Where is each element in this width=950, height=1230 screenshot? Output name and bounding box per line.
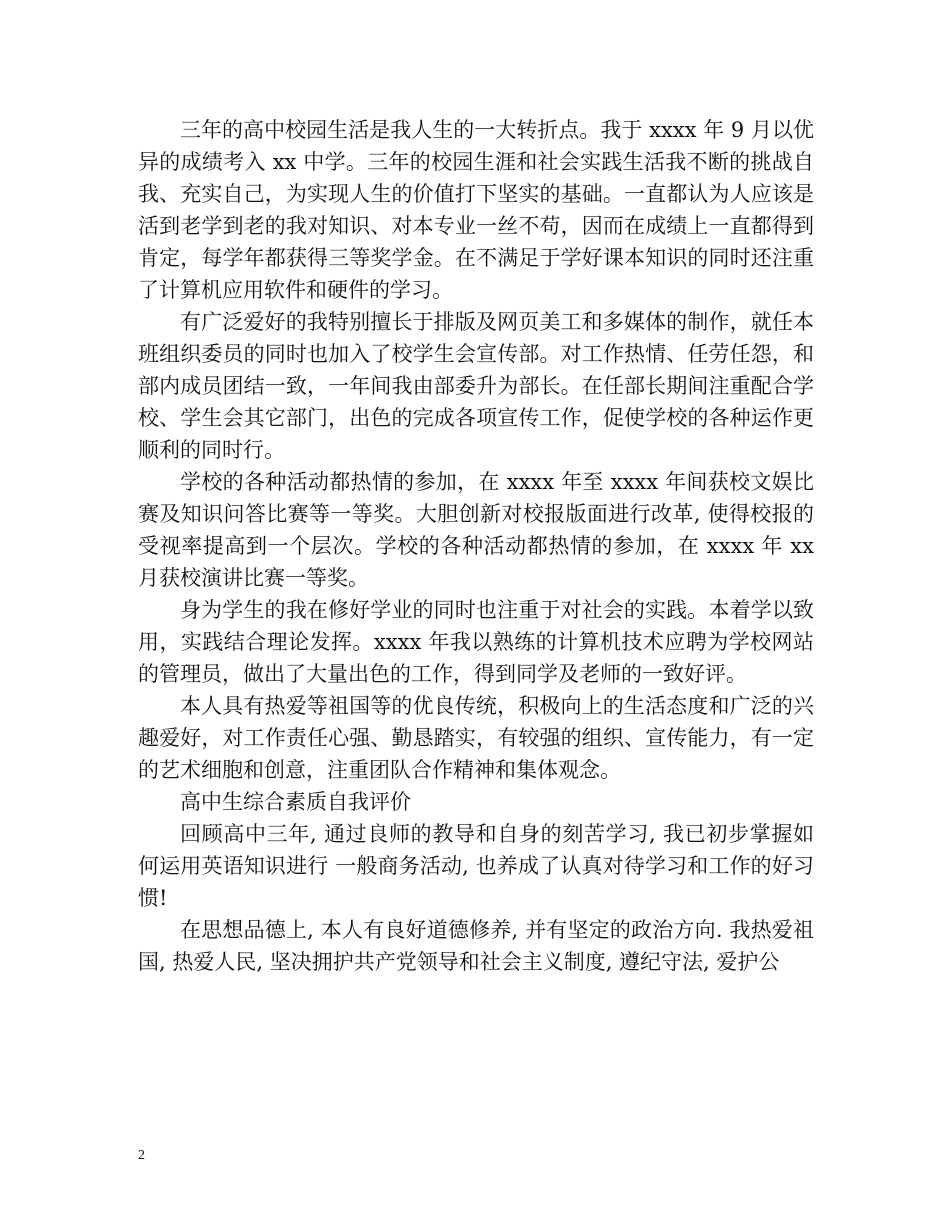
section-heading: 高中生综合素质自我评价 [180, 790, 411, 814]
paragraph-5: 本人具有热爱等祖国等的优良传统，积极向上的生活态度和广泛的兴趣爱好，对工作责任心强、勤恳踏实，有较强的组织、宣传能力，有一定的艺术细胞和创意，注重团队合作精神和集体观念。 [138, 694, 814, 782]
page-number: 2 [138, 1148, 145, 1163]
paragraph-3: 学校的各种活动都热情的参加，在 xxxx 年至 xxxx 年间获校文娱比赛及知识问答比赛等一等奖。大胆创新对校报版面进行改革, 使得校报的受视率提高到一个层次。学校的各种活动都热情的参加，在 xxxx 年 xx 月获校演讲比赛一等奖。 [138, 470, 814, 590]
paragraph-4: 身为学生的我在修好学业的同时也注重于对社会的实践。本着学以致用，实践结合理论发挥。xxxx 年我以熟练的计算机技术应聘为学校网站的管理员，做出了大量出色的工作，得到同学及老师的一致好评。 [138, 598, 814, 686]
paragraph-6: 回顾高中三年, 通过良师的教导和自身的刻苦学习, 我已初步掌握如何运用英语知识进行 一般商务活动, 也养成了认真对待学习和工作的好习惯! [138, 822, 814, 910]
paragraph-7: 在思想品德上, 本人有良好道德修养, 并有坚定的政治方向. 我热爱祖国, 热爱人民, 坚决拥护共产党领导和社会主义制度, 遵纪守法, 爱护公 [138, 918, 814, 974]
paragraph-2: 有广泛爱好的我特别擅长于排版及网页美工和多媒体的制作，就任本班组织委员的同时也加入了校学生会宣传部。对工作热情、任劳任怨，和部内成员团结一致，一年间我由部委升为部长。在任部长期间注重配合学校、学生会其它部门，出色的完成各项宣传工作，促使学校的各种运作更顺利的同时行。 [138, 310, 814, 462]
document-body [138, 114, 814, 978]
paragraph-1: 三年的高中校园生活是我人生的一大转折点。我于 xxxx 年 9 月以优异的成绩考入 xx 中学。三年的校园生涯和社会实践生活我不断的挑战自我、充实自己，为实现人生的价值打下坚实的基础。一直都认为人应该是活到老学到老的我对知识、对本专业一丝不苟，因而在成绩上一直都得到肯定，每学年都获得三等奖学金。在不满足于学好课本知识的同时还注重了计算机应用软件和硬件的学习。 [138, 118, 814, 302]
